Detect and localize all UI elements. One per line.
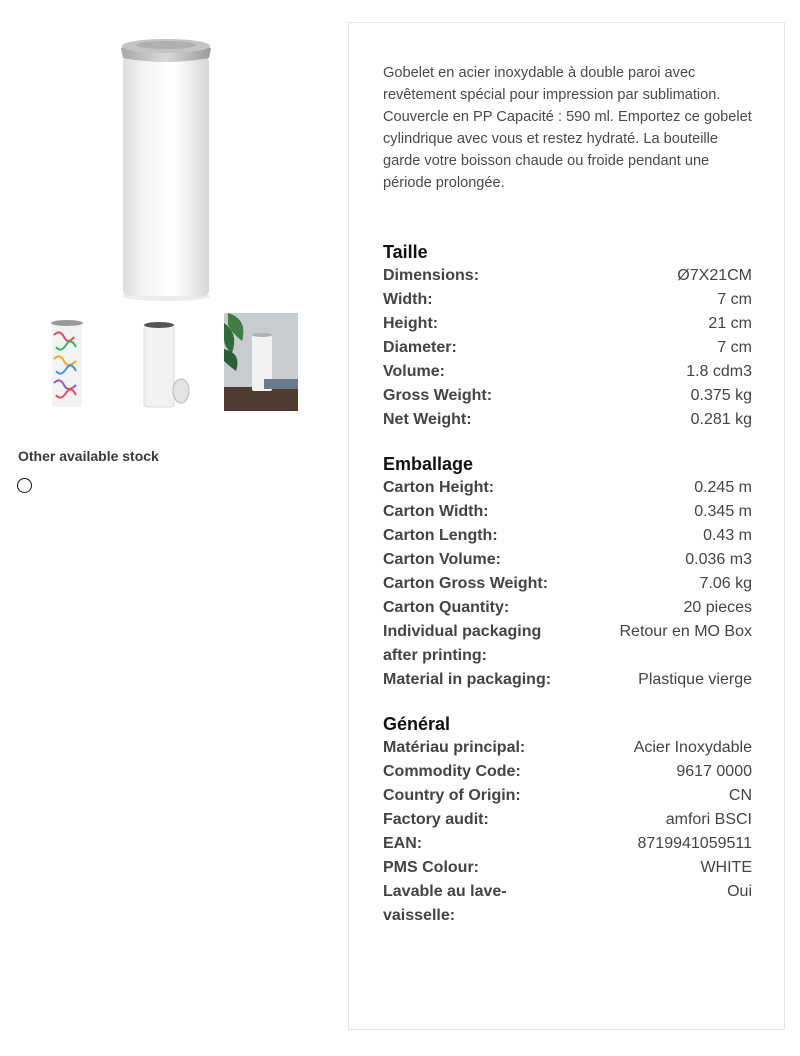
spec-value: Ø7X21CM <box>677 267 752 284</box>
spec-row <box>383 548 752 572</box>
spec-value: Acier Inoxydable <box>633 739 752 756</box>
section-general <box>383 712 752 928</box>
spec-value: 0.036 m3 <box>685 551 752 568</box>
white-tumbler-with-lid-icon <box>122 313 196 411</box>
spec-key: Carton Height: <box>383 479 495 496</box>
spec-row <box>383 476 752 500</box>
spec-key: Carton Quantity: <box>383 599 510 616</box>
section-emballage <box>383 452 752 692</box>
section-title: Emballage <box>383 454 474 474</box>
spec-key: PMS Colour: <box>383 859 479 876</box>
spec-key: Dimensions: <box>383 267 480 284</box>
spec-row <box>383 856 752 880</box>
spec-row <box>383 596 752 620</box>
spec-value: CN <box>728 787 752 804</box>
section-title: Général <box>383 714 451 734</box>
spec-key: EAN: <box>383 835 423 852</box>
spec-key: Carton Width: <box>383 503 489 520</box>
spec-row <box>383 500 752 524</box>
spec-value: 7 cm <box>717 291 752 308</box>
other-stock-label: Other available stock <box>18 448 159 464</box>
spec-value: 21 cm <box>708 315 752 332</box>
spec-row <box>383 384 752 408</box>
spec-key: Diameter: <box>383 339 457 356</box>
spec-key: Matériau principal: <box>383 739 526 756</box>
spec-row <box>383 360 752 384</box>
section-title: Taille <box>383 242 428 262</box>
spec-key: Height: <box>383 315 439 332</box>
spec-row <box>383 620 752 668</box>
spec-row <box>383 880 752 928</box>
spec-key: Factory audit: <box>383 811 489 828</box>
spec-row <box>383 784 752 808</box>
spec-row <box>383 760 752 784</box>
spec-key: Carton Gross Weight: <box>383 575 549 592</box>
tumbler-lifestyle-photo <box>224 313 298 411</box>
patterned-tumbler-icon <box>30 313 104 411</box>
spec-row <box>383 336 752 360</box>
spec-value: 20 pieces <box>683 599 752 616</box>
spec-row <box>383 808 752 832</box>
spec-value: 8719941059511 <box>637 835 752 852</box>
spec-key: Material in packaging: <box>383 671 552 688</box>
spec-row <box>383 668 752 692</box>
spec-value: 0.43 m <box>703 527 752 544</box>
spec-key: Gross Weight: <box>383 387 493 404</box>
spec-row <box>383 736 752 760</box>
spec-value: WHITE <box>700 859 752 876</box>
spec-key: Country of Origin: <box>383 787 521 804</box>
product-description: Gobelet en acier inoxydable à double paroi avec revêtement spécial pour impression par sublimation. Couvercle en PP Capacité : 590 ml. Emportez ce gobelet cylindrique avec vous et restez hydraté. La bouteille garde votre boisson chaude ou froide pendant une période prolongée. <box>383 65 752 191</box>
stock-radio-button[interactable] <box>17 478 32 493</box>
spec-key: Carton Length: <box>383 527 498 544</box>
spec-row <box>383 288 752 312</box>
spec-row <box>383 572 752 596</box>
spec-value: Retour en MO Box <box>619 623 752 640</box>
thumbnail-lifestyle[interactable] <box>224 313 298 411</box>
spec-value: 7 cm <box>717 339 752 356</box>
white-tumbler-icon <box>96 26 236 316</box>
spec-value: 9617 0000 <box>676 763 752 780</box>
main-product-image <box>96 26 236 316</box>
spec-value: Plastique vierge <box>638 671 752 688</box>
spec-key: Carton Volume: <box>383 551 501 568</box>
spec-row <box>383 832 752 856</box>
spec-key: Individual packaging after printing: <box>383 623 542 664</box>
spec-value: 0.245 m <box>694 479 752 496</box>
thumbnail-patterned-tumbler[interactable] <box>30 313 104 411</box>
spec-value: 0.345 m <box>694 503 752 520</box>
section-taille <box>383 240 752 432</box>
spec-key: Volume: <box>383 363 445 380</box>
spec-key: Lavable au lave-vaisselle: <box>383 883 507 924</box>
spec-key: Width: <box>383 291 433 308</box>
thumbnail-white-tumbler-lid[interactable] <box>122 313 196 411</box>
spec-value: 0.375 kg <box>690 387 752 404</box>
spec-value: 7.06 kg <box>699 575 752 592</box>
spec-row <box>383 408 752 432</box>
spec-row <box>383 264 752 288</box>
spec-row <box>383 312 752 336</box>
spec-value: 1.8 cdm3 <box>686 363 752 380</box>
product-details-panel <box>348 22 785 1030</box>
spec-key: Net Weight: <box>383 411 472 428</box>
spec-value: amfori BSCI <box>665 811 752 828</box>
spec-row <box>383 524 752 548</box>
spec-key: Commodity Code: <box>383 763 521 780</box>
spec-value: Oui <box>727 883 752 900</box>
spec-value: 0.281 kg <box>690 411 752 428</box>
